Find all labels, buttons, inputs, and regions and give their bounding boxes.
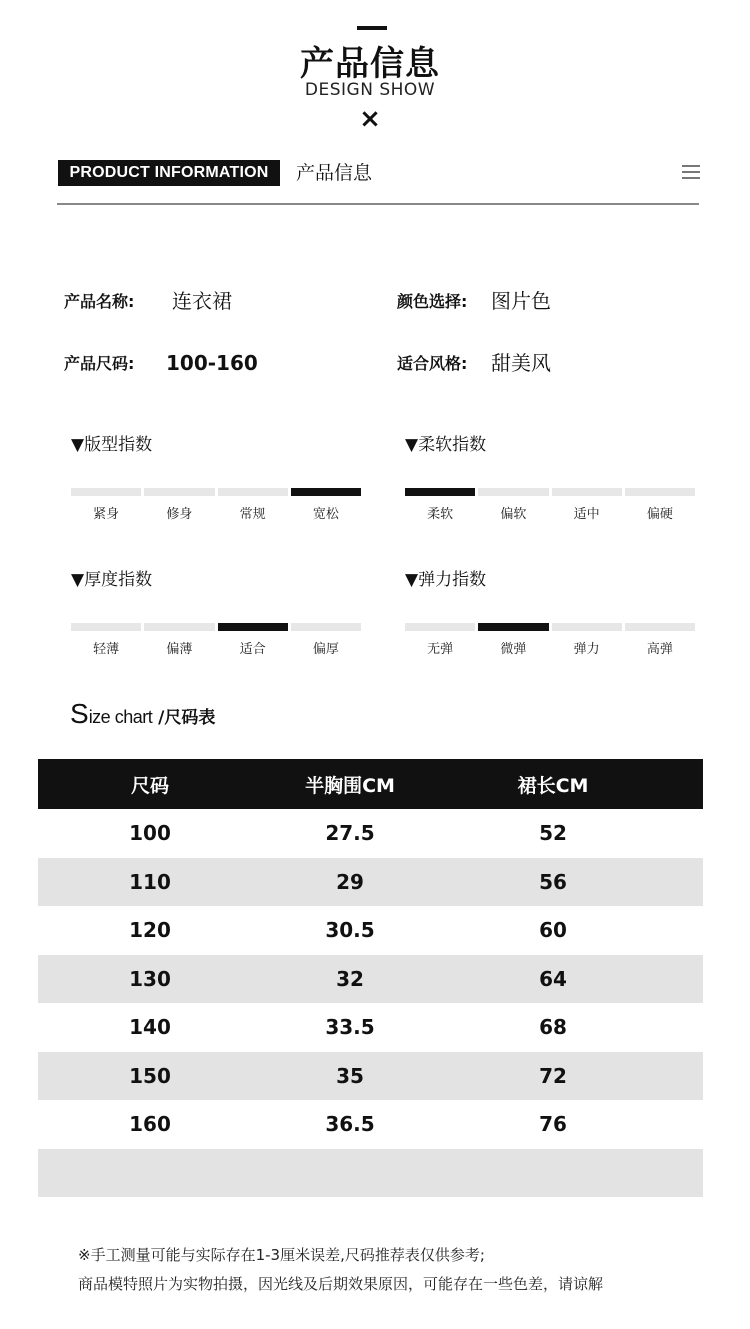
style-key: 适合风格: — [397, 354, 468, 373]
scale-label: 轻薄 — [93, 642, 120, 657]
size-table — [38, 759, 703, 1197]
fit-index — [71, 434, 361, 524]
scale-segment — [625, 623, 695, 631]
cell-bust: 32 — [336, 966, 364, 991]
cell-length: 64 — [539, 966, 567, 991]
header-top-bar — [357, 26, 387, 30]
cell-size: 130 — [129, 966, 171, 991]
softness-index-scale — [405, 488, 695, 496]
scale-label: 紧身 — [93, 507, 120, 522]
scale-label: 修身 — [166, 507, 193, 522]
cell-length: 52 — [539, 821, 567, 846]
scale-segment — [144, 488, 214, 496]
header-bust: 半胸围CM — [305, 774, 395, 797]
note-color: 商品模特照片为实物拍摄，因光线及后期效果原因，可能存在一些色差，请谅解 — [78, 1275, 604, 1293]
cell-length: 60 — [539, 918, 567, 943]
note-measurement: ※手工测量可能与实际存在1-3厘米误差,尺码推荐表仅供参考; — [78, 1246, 485, 1264]
table-row — [38, 858, 703, 907]
softness-index-title: ▼柔软指数 — [405, 435, 487, 455]
scale-label: 高弹 — [646, 642, 673, 657]
scale-segment — [218, 488, 288, 496]
size-chart-title-initial: S — [70, 698, 89, 729]
fit-index-scale — [71, 488, 361, 496]
product-info-label: 产品信息 — [296, 162, 373, 184]
cell-bust: 36.5 — [325, 1112, 375, 1137]
scale-segment — [144, 623, 214, 631]
scale-segment — [552, 488, 622, 496]
table-row — [38, 1052, 703, 1101]
scale-label: 偏软 — [500, 507, 527, 522]
cell-length: 68 — [539, 1015, 567, 1040]
header-divider — [57, 203, 699, 205]
style-value: 甜美风 — [491, 351, 551, 375]
page-subtitle: DESIGN SHOW — [304, 80, 436, 100]
size-chart-title — [70, 700, 215, 732]
elasticity-index-scale — [405, 623, 695, 631]
cell-bust: 35 — [336, 1063, 364, 1088]
cell-length: 56 — [539, 869, 567, 894]
scale-label: 柔软 — [427, 507, 454, 522]
thickness-index-scale — [71, 623, 361, 631]
product-size-key: 产品尺码: — [64, 354, 135, 373]
scale-segment — [405, 623, 475, 631]
thickness-index-labels — [71, 641, 361, 659]
scale-segment — [478, 488, 548, 496]
scale-label: 偏硬 — [646, 507, 673, 522]
cell-length: 72 — [539, 1063, 567, 1088]
fit-index-labels — [71, 506, 361, 524]
product-size-value: 100-160 — [166, 351, 258, 375]
scale-segment — [218, 623, 288, 631]
menu-icon[interactable] — [682, 165, 700, 180]
table-row — [38, 955, 703, 1004]
product-info-badge: PRODUCT INFORMATION — [58, 160, 280, 186]
fit-index-title: ▼版型指数 — [71, 435, 153, 455]
cell-bust: 33.5 — [325, 1015, 375, 1040]
softness-index-labels — [405, 506, 695, 524]
thickness-index — [71, 569, 361, 659]
product-name-value: 连衣裙 — [172, 289, 232, 313]
page-title: 产品信息 — [300, 44, 440, 84]
cell-size: 110 — [129, 869, 171, 894]
scale-label: 偏厚 — [312, 642, 339, 657]
scale-segment — [478, 623, 548, 631]
softness-index — [405, 434, 695, 524]
table-row — [38, 906, 703, 955]
scale-label: 适中 — [573, 507, 600, 522]
scale-label: 弹力 — [573, 642, 600, 657]
header-length: 裙长CM — [517, 774, 589, 797]
scale-segment — [71, 623, 141, 631]
color-value: 图片色 — [491, 289, 551, 313]
scale-label: 微弹 — [500, 642, 527, 657]
scale-segment — [625, 488, 695, 496]
scale-label: 宽松 — [312, 507, 339, 522]
color-key: 颜色选择: — [397, 292, 468, 311]
scale-segment — [405, 488, 475, 496]
scale-label: 无弹 — [427, 642, 454, 657]
table-header — [38, 759, 703, 809]
size-chart-title-cn: /尺码表 — [152, 708, 216, 728]
size-chart-title-en: ize chart — [88, 707, 153, 727]
cell-size: 160 — [129, 1112, 171, 1137]
scale-label: 适合 — [239, 642, 266, 657]
scale-segment — [71, 488, 141, 496]
cell-length: 76 — [539, 1112, 567, 1137]
header-size: 尺码 — [130, 774, 169, 797]
cell-size: 120 — [129, 918, 171, 943]
product-name-key: 产品名称: — [64, 292, 135, 311]
thickness-index-title: ▼厚度指数 — [71, 570, 153, 590]
close-icon: × — [359, 104, 381, 134]
cell-size: 150 — [129, 1063, 171, 1088]
elasticity-index-title: ▼弹力指数 — [405, 570, 487, 590]
scale-label: 常规 — [239, 507, 266, 522]
cell-size: 140 — [129, 1015, 171, 1040]
table-row — [38, 1100, 703, 1149]
table-row-empty — [38, 1149, 703, 1198]
elasticity-index — [405, 569, 695, 659]
scale-segment — [291, 488, 361, 496]
scale-segment — [291, 623, 361, 631]
cell-bust: 29 — [336, 869, 364, 894]
cell-bust: 30.5 — [325, 918, 375, 943]
cell-size: 100 — [129, 821, 171, 846]
scale-segment — [552, 623, 622, 631]
table-row — [38, 809, 703, 858]
table-row — [38, 1003, 703, 1052]
cell-bust: 27.5 — [325, 821, 375, 846]
elasticity-index-labels — [405, 641, 695, 659]
scale-label: 偏薄 — [166, 642, 193, 657]
